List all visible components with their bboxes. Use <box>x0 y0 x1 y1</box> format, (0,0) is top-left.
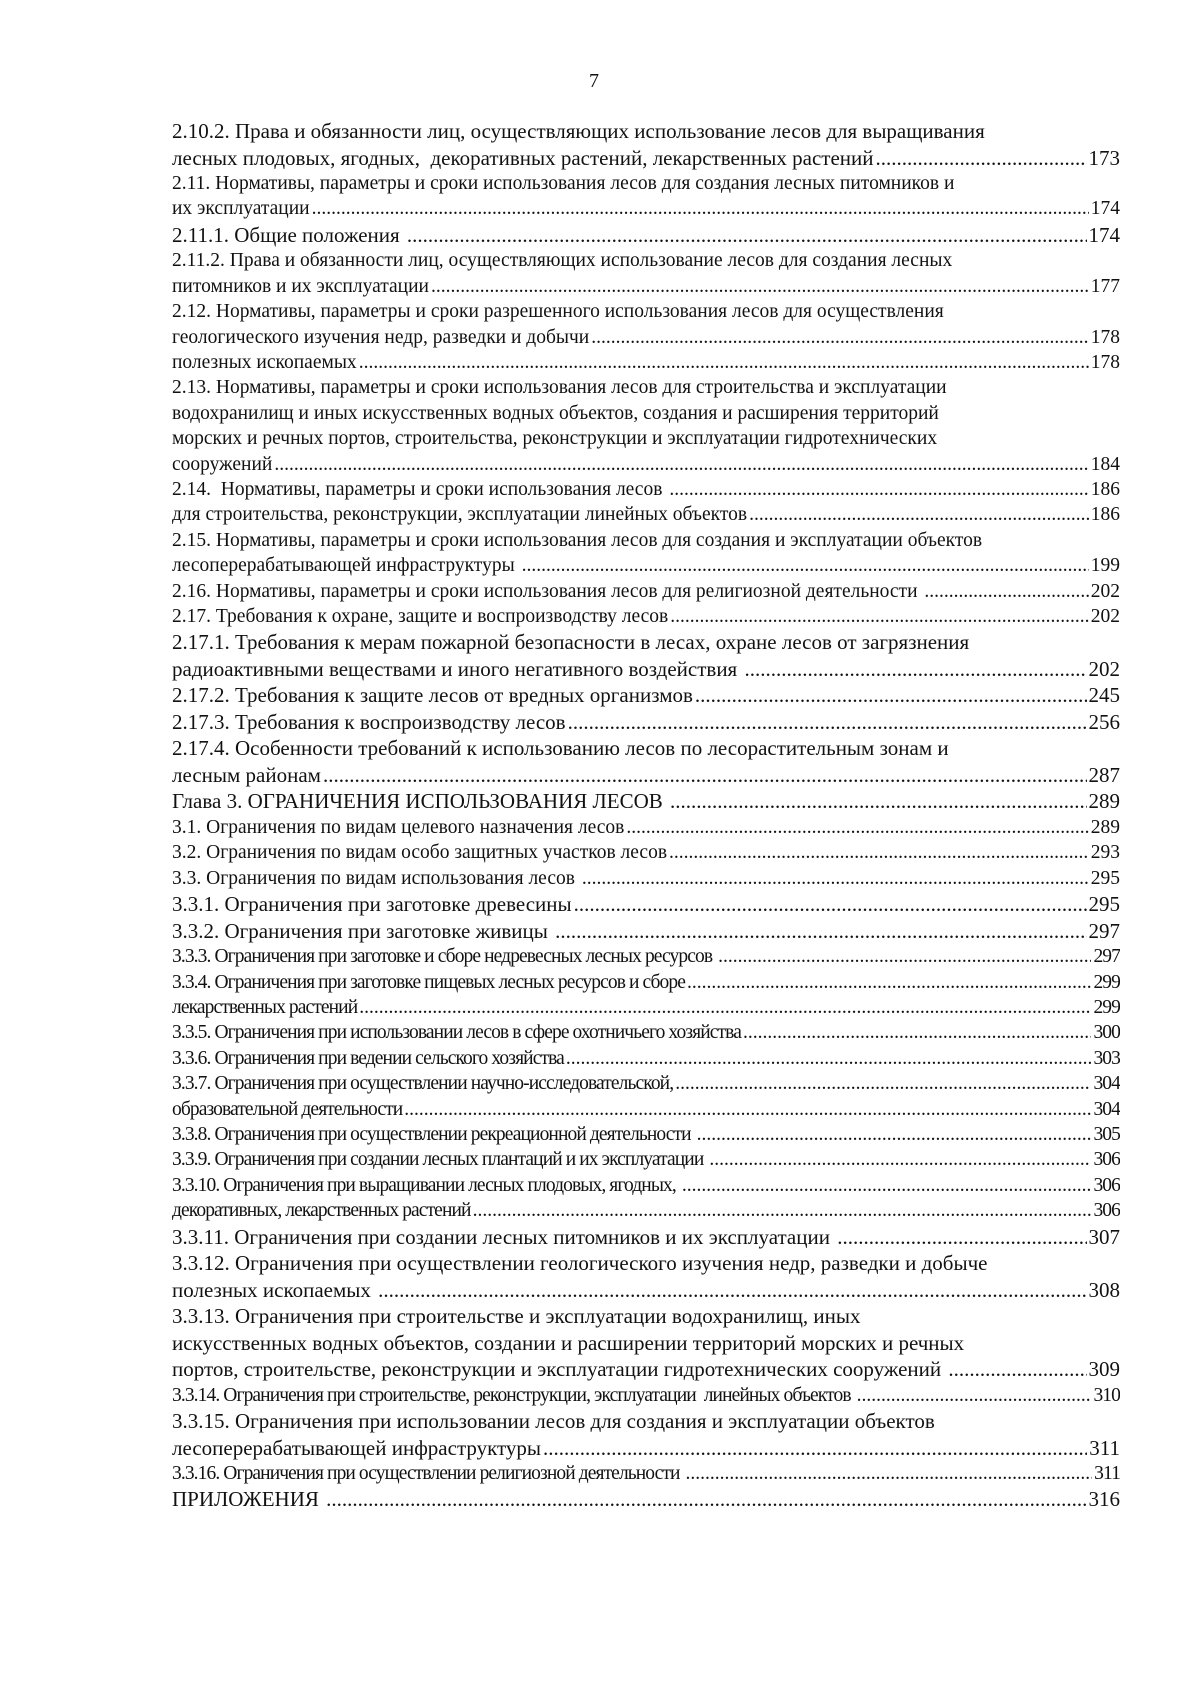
toc-line <box>172 604 1120 629</box>
toc-page-number: 309 <box>1088 1357 1120 1382</box>
toc-line <box>172 1071 1120 1096</box>
toc-line <box>172 222 1120 249</box>
dot-leader <box>697 1122 1092 1147</box>
toc-line <box>172 452 1120 477</box>
dot-leader <box>274 452 1088 477</box>
toc-page-number: 316 <box>1088 1487 1120 1512</box>
toc-entry <box>172 840 1120 865</box>
toc-page-number: 199 <box>1090 555 1120 577</box>
toc-page-number: 306 <box>1093 1149 1120 1171</box>
toc-line <box>172 1122 1120 1147</box>
toc-entry-title: 3.3.10. Ограничения при выращивании лесных плодовых, ягодных, <box>172 1174 680 1196</box>
toc-entry-title: декоративных, лекарственных растений <box>172 1200 471 1222</box>
toc-entry <box>172 1020 1120 1045</box>
toc-entry-title: 3.3.3. Ограничения при заготовке и сборе недревесных лесных ресурсов <box>172 946 717 968</box>
toc-page-number: 178 <box>1090 326 1120 348</box>
toc-entry-title: 2.14. Нормативы, параметры и сроки использования лесов <box>172 478 668 500</box>
toc-line <box>172 762 1120 789</box>
toc-line <box>172 171 1120 196</box>
dot-leader <box>404 1097 1091 1122</box>
dot-leader <box>323 762 1087 789</box>
toc-entry-title: 2.17. Требования к охране, защите и воспроизводству лесов <box>172 606 669 627</box>
toc-page-number: 297 <box>1088 918 1120 943</box>
toc-page-number: 174 <box>1088 222 1120 247</box>
toc-entry-title: 3.3.5. Ограничения при использовании лесов в сфере охотничьего хозяйства <box>172 1022 741 1044</box>
toc-page-number: 202 <box>1088 656 1120 681</box>
dot-leader <box>924 579 1088 604</box>
toc-line <box>172 1046 1120 1071</box>
dot-leader <box>312 196 1089 221</box>
toc-line <box>172 995 1120 1020</box>
toc-page-number: 307 <box>1088 1224 1120 1249</box>
toc-entry <box>172 1486 1120 1513</box>
toc-page-number: 304 <box>1093 1098 1120 1120</box>
toc-page-number: 303 <box>1093 1047 1120 1069</box>
toc-page-number: 202 <box>1090 580 1120 602</box>
toc-entry <box>172 1071 1120 1122</box>
toc-entry-title: 2.11.1. Общие положения <box>172 222 405 247</box>
toc-entry <box>172 1046 1120 1071</box>
dot-leader <box>682 1173 1092 1198</box>
toc-line <box>172 1408 1120 1435</box>
toc-page-number: 295 <box>1088 892 1120 917</box>
toc-entry-title: 3.3.14. Ограничения при строительстве, реконструкции, эксплуатации линейных объектов <box>172 1384 855 1406</box>
toc-page-number: 305 <box>1093 1123 1120 1145</box>
toc-entry <box>172 970 1120 1021</box>
toc-entry <box>172 1303 1120 1383</box>
toc-entry <box>172 299 1120 375</box>
toc-entry-title: 2.17.2. Требования к защите лесов от вредных организмов <box>172 683 693 708</box>
toc-entry <box>172 248 1120 299</box>
toc-entry <box>172 222 1120 249</box>
toc-entry <box>172 1250 1120 1303</box>
toc-line <box>172 1435 1120 1462</box>
toc-page-number: 177 <box>1090 275 1120 297</box>
toc-entry-title: 3.3.2. Ограничения при заготовке живицы <box>172 918 554 943</box>
table-of-contents <box>172 118 1120 1513</box>
toc-line <box>172 629 1120 656</box>
toc-entry-title: искусственных водных объектов, создании и расширении территорий морских и речных <box>172 1330 965 1355</box>
toc-line <box>172 682 1120 709</box>
toc-line <box>172 815 1120 840</box>
toc-entry <box>172 171 1120 222</box>
toc-entry-title: лесоперерабатывающей инфраструктуры <box>172 555 520 577</box>
toc-line <box>172 196 1120 221</box>
dot-leader <box>555 918 1086 945</box>
dot-leader <box>948 1356 1086 1383</box>
dot-leader <box>669 840 1089 865</box>
toc-entry-title: 3.3. Ограничения по видам использования лесов <box>172 867 580 889</box>
toc-entry-title: лекарственных растений <box>172 996 358 1018</box>
toc-page-number: 173 <box>1088 145 1120 170</box>
toc-entry <box>172 918 1120 945</box>
toc-entry <box>172 1147 1120 1172</box>
dot-leader <box>574 891 1087 918</box>
toc-line <box>172 477 1120 502</box>
toc-page-number: 311 <box>1094 1463 1120 1484</box>
toc-line <box>172 970 1120 995</box>
dot-leader <box>568 709 1087 736</box>
toc-page-number: 186 <box>1090 478 1120 500</box>
toc-entry <box>172 629 1120 682</box>
toc-line <box>172 866 1120 891</box>
dot-leader <box>407 222 1087 249</box>
toc-entry-title: их эксплуатации <box>172 198 310 220</box>
toc-line <box>172 1097 1120 1122</box>
toc-page-number: 306 <box>1093 1200 1120 1222</box>
toc-entry-title: 3.3.13. Ограничения при строительстве и эксплуатации водохранилищ, иных <box>172 1304 861 1329</box>
toc-entry-title: 2.17.3. Требования к воспроизводству лесов <box>172 709 566 734</box>
toc-entry-title: питомников и их эксплуатации <box>172 275 429 297</box>
toc-line <box>172 375 1120 400</box>
toc-page-number: 300 <box>1093 1022 1120 1044</box>
toc-entry <box>172 118 1120 171</box>
toc-entry-title: 2.17.1. Требования к мерам пожарной безопасности в лесах, охране лесов от загрязнения <box>172 630 970 655</box>
toc-entry-title: Глава 3. ОГРАНИЧЕНИЯ ИСПОЛЬЗОВАНИЯ ЛЕСОВ <box>172 789 669 814</box>
toc-page-number: 310 <box>1093 1384 1120 1406</box>
toc-entry-title: 2.16. Нормативы, параметры и сроки использования лесов для религиозной деятельности <box>172 580 923 602</box>
dot-leader <box>857 1383 1092 1408</box>
toc-entry-title: 3.3.11. Ограничения при создании лесных питомников и их эксплуатации <box>172 1224 836 1249</box>
toc-page-number: 184 <box>1090 453 1120 475</box>
toc-line <box>172 1330 1120 1357</box>
dot-leader <box>718 944 1091 969</box>
toc-page-number: 202 <box>1090 606 1120 627</box>
toc-page-number: 289 <box>1090 816 1120 838</box>
toc-entry-title: 3.3.4. Ограничения при заготовке пищевых лесных ресурсов и сборе <box>172 971 686 993</box>
dot-leader <box>687 970 1091 995</box>
toc-page-number: 304 <box>1093 1073 1120 1095</box>
toc-page-number: 293 <box>1090 842 1120 864</box>
toc-entry-title: радиоактивными веществами и иного негативного воздействия <box>172 656 743 681</box>
toc-entry <box>172 1461 1120 1486</box>
dot-leader <box>582 866 1089 891</box>
toc-line <box>172 1147 1120 1172</box>
toc-entry-title: 2.11. Нормативы, параметры и сроки использования лесов для создания лесных питомников и <box>172 173 955 194</box>
dot-leader <box>876 145 1087 172</box>
toc-entry <box>172 1224 1120 1251</box>
dot-leader <box>626 815 1088 840</box>
toc-page-number: 311 <box>1089 1435 1120 1460</box>
toc-entry-title: 2.15. Нормативы, параметры и сроки использования лесов для создания и эксплуатации объектов <box>172 529 983 551</box>
dot-leader <box>543 1435 1087 1462</box>
toc-line <box>172 1303 1120 1330</box>
dot-leader <box>837 1224 1086 1251</box>
toc-entry-title: водохранилищ и иных искусственных водных объектов, создания и расширения территорий <box>172 402 939 424</box>
toc-entry-title: 3.3.8. Ограничения при осуществлении рекреационной деятельности <box>172 1123 695 1145</box>
toc-page-number: 306 <box>1093 1174 1120 1196</box>
dot-leader <box>686 1461 1093 1486</box>
dot-leader <box>522 553 1089 578</box>
toc-line <box>172 248 1120 273</box>
toc-entry <box>172 944 1120 969</box>
dot-leader <box>566 1046 1092 1071</box>
toc-entry <box>172 891 1120 918</box>
toc-entry-title: ПРИЛОЖЕНИЯ <box>172 1487 325 1512</box>
toc-entry-title: 2.10.2. Права и обязанности лиц, осуществляющих использование лесов для выращивания <box>172 119 985 143</box>
dot-leader <box>670 604 1088 629</box>
toc-line <box>172 118 1120 145</box>
toc-entry-title: 2.12. Нормативы, параметры и сроки разрешенного использования лесов для осуществления <box>172 301 944 323</box>
toc-page-number: 245 <box>1088 683 1120 708</box>
toc-entry-title: лесных плодовых, ягодных, декоративных растений, лекарственных растений <box>172 145 874 170</box>
toc-line <box>172 891 1120 918</box>
toc-line <box>172 1383 1120 1408</box>
toc-line <box>172 944 1120 969</box>
toc-page-number: 178 <box>1090 351 1120 373</box>
dot-leader <box>326 1486 1086 1513</box>
toc-line <box>172 656 1120 683</box>
toc-line <box>172 735 1120 762</box>
toc-entry-title: 2.13. Нормативы, параметры и сроки использования лесов для строительства и эксплуатации <box>172 377 947 399</box>
toc-line <box>172 528 1120 553</box>
toc-line <box>172 709 1120 736</box>
toc-entry <box>172 1173 1120 1224</box>
toc-entry <box>172 815 1120 840</box>
toc-entry <box>172 528 1120 579</box>
toc-line <box>172 1250 1120 1277</box>
toc-entry-title: 3.3.15. Ограничения при использовании лесов для создания и эксплуатации объектов <box>172 1409 935 1433</box>
page-number: 7 <box>589 70 599 92</box>
toc-line <box>172 401 1120 426</box>
dot-leader <box>591 325 1089 350</box>
toc-entry-title: образовательной деятельности <box>172 1098 403 1120</box>
toc-page-number: 297 <box>1093 946 1120 968</box>
toc-entry <box>172 682 1120 709</box>
toc-entry <box>172 579 1120 604</box>
toc-entry-title: полезных ископаемых <box>172 351 357 373</box>
toc-entry <box>172 735 1120 788</box>
toc-entry <box>172 1122 1120 1147</box>
toc-entry <box>172 477 1120 528</box>
toc-line <box>172 579 1120 604</box>
toc-line <box>172 1224 1120 1251</box>
toc-line <box>172 350 1120 375</box>
dot-leader <box>431 274 1089 299</box>
dot-leader <box>378 1277 1086 1304</box>
toc-entry-title: 3.3.12. Ограничения при осуществлении геологического изучения недр, разведки и добыче <box>172 1251 988 1276</box>
dot-leader <box>695 682 1087 709</box>
toc-line <box>172 840 1120 865</box>
dot-leader <box>669 477 1088 502</box>
dot-leader <box>744 656 1086 683</box>
toc-line <box>172 145 1120 172</box>
toc-page-number: 308 <box>1088 1277 1120 1302</box>
toc-entry <box>172 375 1120 477</box>
toc-line <box>172 918 1120 945</box>
toc-page-number: 287 <box>1088 762 1120 787</box>
dot-leader <box>743 1020 1091 1045</box>
toc-entry-title: портов, строительстве, реконструкции и эксплуатации гидротехнических сооружений <box>172 1357 947 1382</box>
toc-line <box>172 274 1120 299</box>
toc-page-number: 299 <box>1093 996 1120 1018</box>
toc-line <box>172 502 1120 527</box>
toc-entry <box>172 1383 1120 1408</box>
toc-page-number: 174 <box>1090 198 1120 220</box>
toc-entry-title: 3.2. Ограничения по видам особо защитных участков лесов <box>172 842 668 864</box>
dot-leader <box>749 502 1089 527</box>
toc-line <box>172 1356 1120 1383</box>
toc-line <box>172 1173 1120 1198</box>
toc-line <box>172 1277 1120 1304</box>
dot-leader <box>670 788 1086 815</box>
toc-page-number: 299 <box>1093 971 1120 993</box>
toc-page-number: 289 <box>1088 789 1120 814</box>
toc-line <box>172 1020 1120 1045</box>
toc-entry-title: 2.17.4. Особенности требований к использованию лесов по лесорастительным зонам и <box>172 736 949 761</box>
toc-entry-title: 3.3.6. Ограничения при ведении сельского хозяйства <box>172 1047 564 1069</box>
toc-entry-title: 3.1. Ограничения по видам целевого назначения лесов <box>172 816 625 838</box>
toc-entry-title: 2.11.2. Права и обязанности лиц, осуществляющих использование лесов для создания лесных <box>172 250 953 272</box>
dot-leader <box>473 1198 1092 1223</box>
toc-line <box>172 1461 1120 1486</box>
toc-line <box>172 325 1120 350</box>
toc-entry-title: сооружений <box>172 453 273 475</box>
toc-line <box>172 788 1120 815</box>
toc-entry-title: 3.3.16. Ограничения при осуществлении религиозной деятельности <box>172 1463 684 1484</box>
toc-entry-title: 3.3.7. Ограничения при осуществлении научно-исследовательской, <box>172 1073 674 1095</box>
toc-entry-title: геологического изучения недр, разведки и добычи <box>172 326 590 348</box>
toc-entry-title: полезных ископаемых <box>172 1277 377 1302</box>
toc-entry <box>172 604 1120 629</box>
toc-page-number: 186 <box>1090 504 1120 526</box>
dot-leader <box>359 350 1089 375</box>
toc-line <box>172 426 1120 451</box>
toc-entry-title: морских и речных портов, строительства, реконструкции и эксплуатации гидротехнических <box>172 428 938 450</box>
toc-line <box>172 1198 1120 1223</box>
toc-entry <box>172 866 1120 891</box>
toc-page-number: 256 <box>1088 709 1120 734</box>
toc-entry-title: для строительства, реконструкции, эксплуатации линейных объектов <box>172 504 748 526</box>
toc-entry <box>172 1408 1120 1461</box>
toc-entry-title: 3.3.1. Ограничения при заготовке древесины <box>172 892 572 917</box>
toc-line <box>172 299 1120 324</box>
dot-leader <box>675 1071 1091 1096</box>
toc-page-number: 295 <box>1090 867 1120 889</box>
toc-entry <box>172 709 1120 736</box>
toc-entry-title: 3.3.9. Ограничения при создании лесных плантаций и их эксплуатации <box>172 1149 708 1171</box>
dot-leader <box>359 995 1091 1020</box>
toc-line <box>172 1486 1120 1513</box>
toc-entry <box>172 788 1120 815</box>
dot-leader <box>709 1147 1091 1172</box>
toc-entry-title: лесоперерабатывающей инфраструктуры <box>172 1435 542 1460</box>
toc-line <box>172 553 1120 578</box>
toc-entry-title: лесным районам <box>172 762 321 787</box>
